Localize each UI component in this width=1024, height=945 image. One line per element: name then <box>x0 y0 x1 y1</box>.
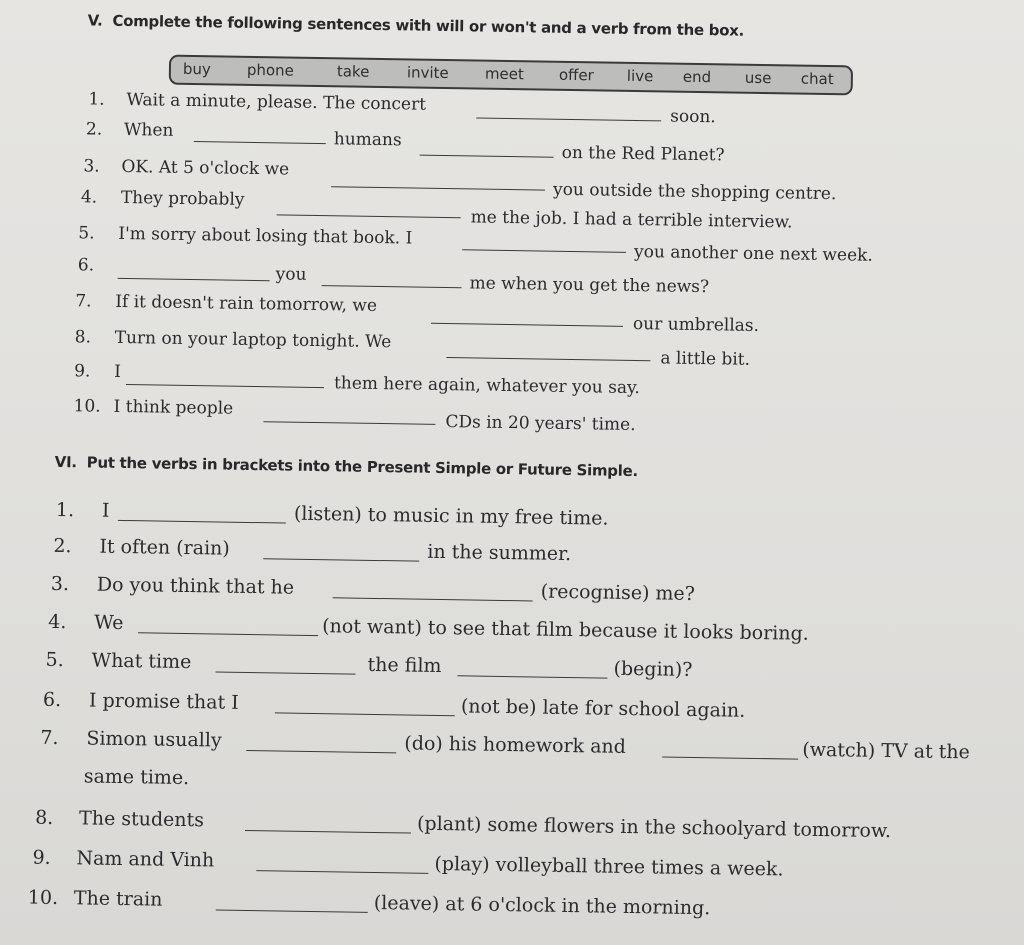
word-live: live <box>626 66 654 86</box>
item-text: We <box>94 611 124 635</box>
item-number: 5. <box>45 648 64 672</box>
item-text: (plant) some flowers in the schoolyard tomorrow. <box>416 812 892 843</box>
item-text: I <box>101 499 110 522</box>
answer-blank[interactable] <box>431 323 623 327</box>
item-number: 2. <box>85 119 103 140</box>
answer-blank[interactable] <box>662 756 798 759</box>
item-text: you <box>275 264 307 285</box>
item-number: 1. <box>88 89 105 110</box>
answer-blank[interactable] <box>215 671 355 674</box>
item-text: them here again, whatever you say. <box>333 373 640 399</box>
item-text: me the job. I had a terrible interview. <box>470 207 793 233</box>
word-meet: meet <box>484 64 524 84</box>
word-invite: invite <box>406 63 449 83</box>
item-number: 9. <box>74 361 91 382</box>
answer-blank[interactable] <box>126 384 324 388</box>
section-6-number: VI. <box>54 452 77 472</box>
answer-blank[interactable] <box>216 910 368 913</box>
item-text: (leave) at 6 o'clock in the morning. <box>373 891 711 920</box>
answer-blank[interactable] <box>138 632 318 636</box>
item-number: 10. <box>73 396 101 417</box>
answer-blank[interactable] <box>476 117 661 121</box>
item-text: soon. <box>670 106 716 128</box>
section-6-instructions: Put the verbs in brackets into the Present Simple or Future Simple. <box>86 453 638 481</box>
item-text: The train <box>73 887 163 911</box>
item-number: 9. <box>32 846 51 869</box>
answer-blank[interactable] <box>277 214 461 218</box>
item-number: 8. <box>74 327 92 348</box>
word-offer: offer <box>558 65 594 85</box>
answer-blank[interactable] <box>446 357 650 361</box>
answer-blank[interactable] <box>263 421 435 425</box>
item-number: 6. <box>77 255 95 276</box>
item-text: I <box>114 361 122 382</box>
answer-blank[interactable] <box>263 558 419 561</box>
word-end: end <box>682 67 712 87</box>
item-text: on the Red Planet? <box>561 142 725 166</box>
item-text: It often (rain) <box>99 535 230 560</box>
item-number: 5. <box>78 223 95 244</box>
item-text: (listen) to music in my free time. <box>293 502 609 530</box>
item-text: same time. <box>83 765 190 790</box>
section-5-number: V. <box>87 11 103 30</box>
item-text: (begin)? <box>613 657 693 681</box>
item-text: I promise that I <box>88 689 239 714</box>
answer-blank[interactable] <box>256 870 428 874</box>
word-box <box>169 55 853 96</box>
item-text: Simon usually <box>86 727 222 752</box>
item-text: our umbrellas. <box>632 313 760 336</box>
item-number: 7. <box>40 726 59 750</box>
answer-blank[interactable] <box>322 285 462 288</box>
answer-blank[interactable] <box>275 712 455 716</box>
answer-blank[interactable] <box>118 520 286 524</box>
section-6-heading <box>55 453 638 480</box>
answer-blank[interactable] <box>333 597 533 601</box>
item-text: (play) volleyball three times a week. <box>434 852 784 881</box>
item-number: 4. <box>48 610 67 634</box>
item-number: 8. <box>34 806 54 829</box>
word-phone: phone <box>246 60 295 80</box>
item-number: 7. <box>75 291 92 312</box>
item-text: (not be) late for school again. <box>460 695 746 722</box>
item-text: (not want) to see that film because it looks boring. <box>322 615 809 645</box>
word-buy: buy <box>182 59 211 79</box>
section-5-heading <box>88 11 745 39</box>
item-text: humans <box>333 129 402 151</box>
item-text: The students <box>78 807 205 832</box>
item-number: 4. <box>80 187 98 208</box>
item-text: a little bit. <box>660 348 751 370</box>
item-text: CDs in 20 years' time. <box>445 412 636 436</box>
item-text: (recognise) me? <box>540 580 696 605</box>
answer-blank[interactable] <box>245 830 411 834</box>
item-number: 10. <box>27 886 59 910</box>
answer-blank[interactable] <box>420 155 554 158</box>
item-number: 6. <box>42 688 62 712</box>
item-text: OK. At 5 o'clock we <box>121 156 290 180</box>
item-text: They probably <box>120 187 245 210</box>
item-text: you another one next week. <box>633 241 873 266</box>
item-text: I'm sorry about losing that book. I <box>118 223 413 249</box>
word-chat: chat <box>800 69 834 89</box>
answer-blank[interactable] <box>246 750 396 753</box>
answer-blank[interactable] <box>462 249 626 253</box>
item-text: If it doesn't rain tomorrow, we <box>115 291 378 316</box>
answer-blank[interactable] <box>331 186 545 190</box>
answer-blank[interactable] <box>118 278 270 281</box>
item-text: (do) his homework and <box>404 732 627 758</box>
item-number: 3. <box>50 572 70 596</box>
item-text: you outside the shopping centre. <box>552 179 837 205</box>
word-take: take <box>336 62 370 81</box>
item-text: Turn on your laptop tonight. We <box>114 327 392 353</box>
item-text: I think people <box>113 396 234 419</box>
answer-blank[interactable] <box>194 141 326 144</box>
item-number: 2. <box>53 534 72 558</box>
item-text: (watch) TV at the <box>802 738 971 764</box>
item-text: Do you think that he <box>96 573 295 599</box>
section-5-instructions: Complete the following sentences with will or won't and a verb from the box. <box>112 11 745 40</box>
word-use: use <box>744 68 772 88</box>
item-text: me when you get the news? <box>469 273 710 298</box>
item-number: 3. <box>83 156 100 177</box>
item-text: in the summer. <box>427 540 572 566</box>
item-text: the film <box>367 653 442 678</box>
answer-blank[interactable] <box>457 675 607 678</box>
item-text: When <box>123 119 174 141</box>
item-number: 1. <box>55 498 75 522</box>
item-text: Wait a minute, please. The concert <box>126 89 427 115</box>
item-text: Nam and Vinh <box>76 847 215 872</box>
item-text: What time <box>91 649 192 674</box>
